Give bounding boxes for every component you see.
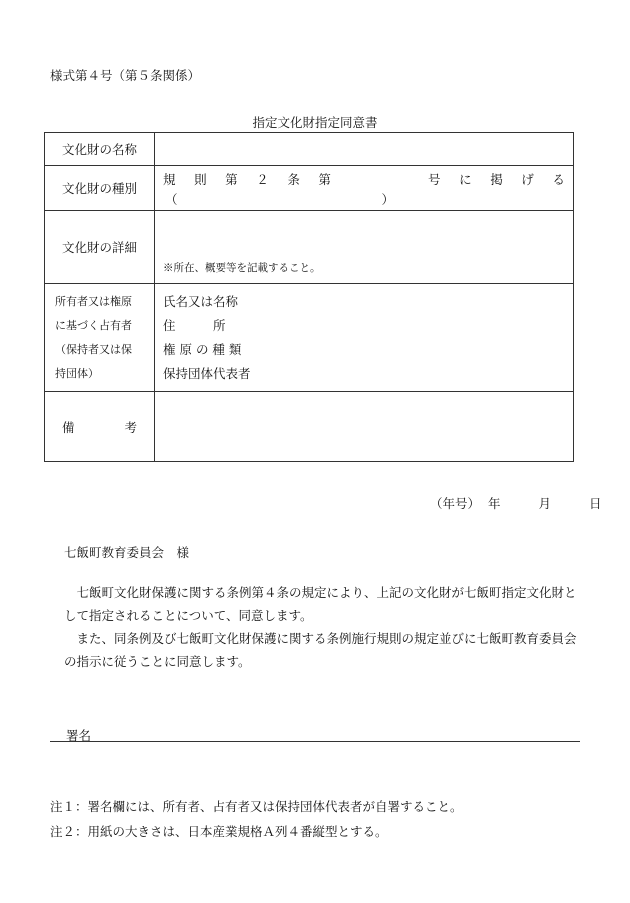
owner-fields[interactable] [155, 284, 574, 392]
owner-address-label: 住 所 [163, 317, 226, 333]
detail-field[interactable] [155, 211, 574, 284]
type-char: 掲 [490, 172, 503, 187]
type-char: げ [521, 172, 534, 187]
consent-form-table [44, 132, 574, 462]
date-line [430, 494, 602, 512]
remarks-field[interactable] [155, 392, 574, 462]
type-char: 第 [318, 172, 331, 187]
table-row [45, 166, 574, 211]
type-char: ２ [256, 172, 269, 187]
table-row [45, 133, 574, 166]
day-label: 日 [589, 496, 602, 511]
table-row [45, 392, 574, 462]
owner-name-label: 氏名又は名称 [163, 293, 239, 309]
signature-label: 署名 [66, 728, 92, 743]
detail-label: 文化財の詳細 [45, 211, 155, 284]
consent-paragraph-2: また、同条例及び七飯町文化財保護に関する条例施行規則の規定並びに七飯町教育委員会の指示に従うことに同意します。 [64, 631, 577, 669]
type-char: 規 [163, 172, 176, 187]
type-char: 号 [428, 172, 441, 187]
remarks-label: 備 考 [45, 392, 155, 462]
detail-note: ※所在、概要等を記載すること。 [163, 262, 321, 274]
owner-label: 所有者又は権原 に基づく占有者 （保持者又は保 持団体） [45, 284, 155, 392]
group-rep-label: 保持団体代表者 [163, 365, 251, 381]
consent-paragraph-1: 七飯町文化財保護に関する条例第４条の規定により、上記の文化財が七飯町指定文化財として指定されることについて、同意します。 [64, 585, 577, 623]
name-label: 文化財の名称 [45, 133, 155, 166]
year-label: 年 [488, 496, 501, 511]
type-char: 則 [194, 172, 207, 187]
signature-line[interactable] [50, 741, 580, 742]
month-label: 月 [538, 496, 552, 511]
paren-close: ） [381, 192, 394, 207]
note-2: 注２：用紙の大きさは、日本産業規格Ａ列４番縦型とする。 [50, 824, 388, 839]
type-label: 文化財の種別 [45, 166, 155, 211]
paren-open: （ [165, 192, 178, 207]
table-row [45, 211, 574, 284]
note-1: 注１：署名欄には、所有者、占有者又は保持団体代表者が自署すること。 [50, 799, 463, 814]
type-char: に [459, 172, 472, 187]
type-char: 第 [225, 172, 238, 187]
title-type-label: 権 原 の 種 類 [163, 341, 242, 357]
document-title: 指定文化財指定同意書 [252, 115, 378, 130]
type-field[interactable] [155, 166, 574, 211]
type-char: る [552, 172, 565, 187]
table-row [45, 284, 574, 392]
era-label: （年号） [430, 496, 481, 511]
form-number: 様式第４号（第５条関係） [50, 68, 201, 83]
name-field[interactable] [155, 133, 574, 166]
addressee: 七飯町教育委員会 様 [64, 545, 190, 560]
type-char: 条 [287, 172, 300, 187]
